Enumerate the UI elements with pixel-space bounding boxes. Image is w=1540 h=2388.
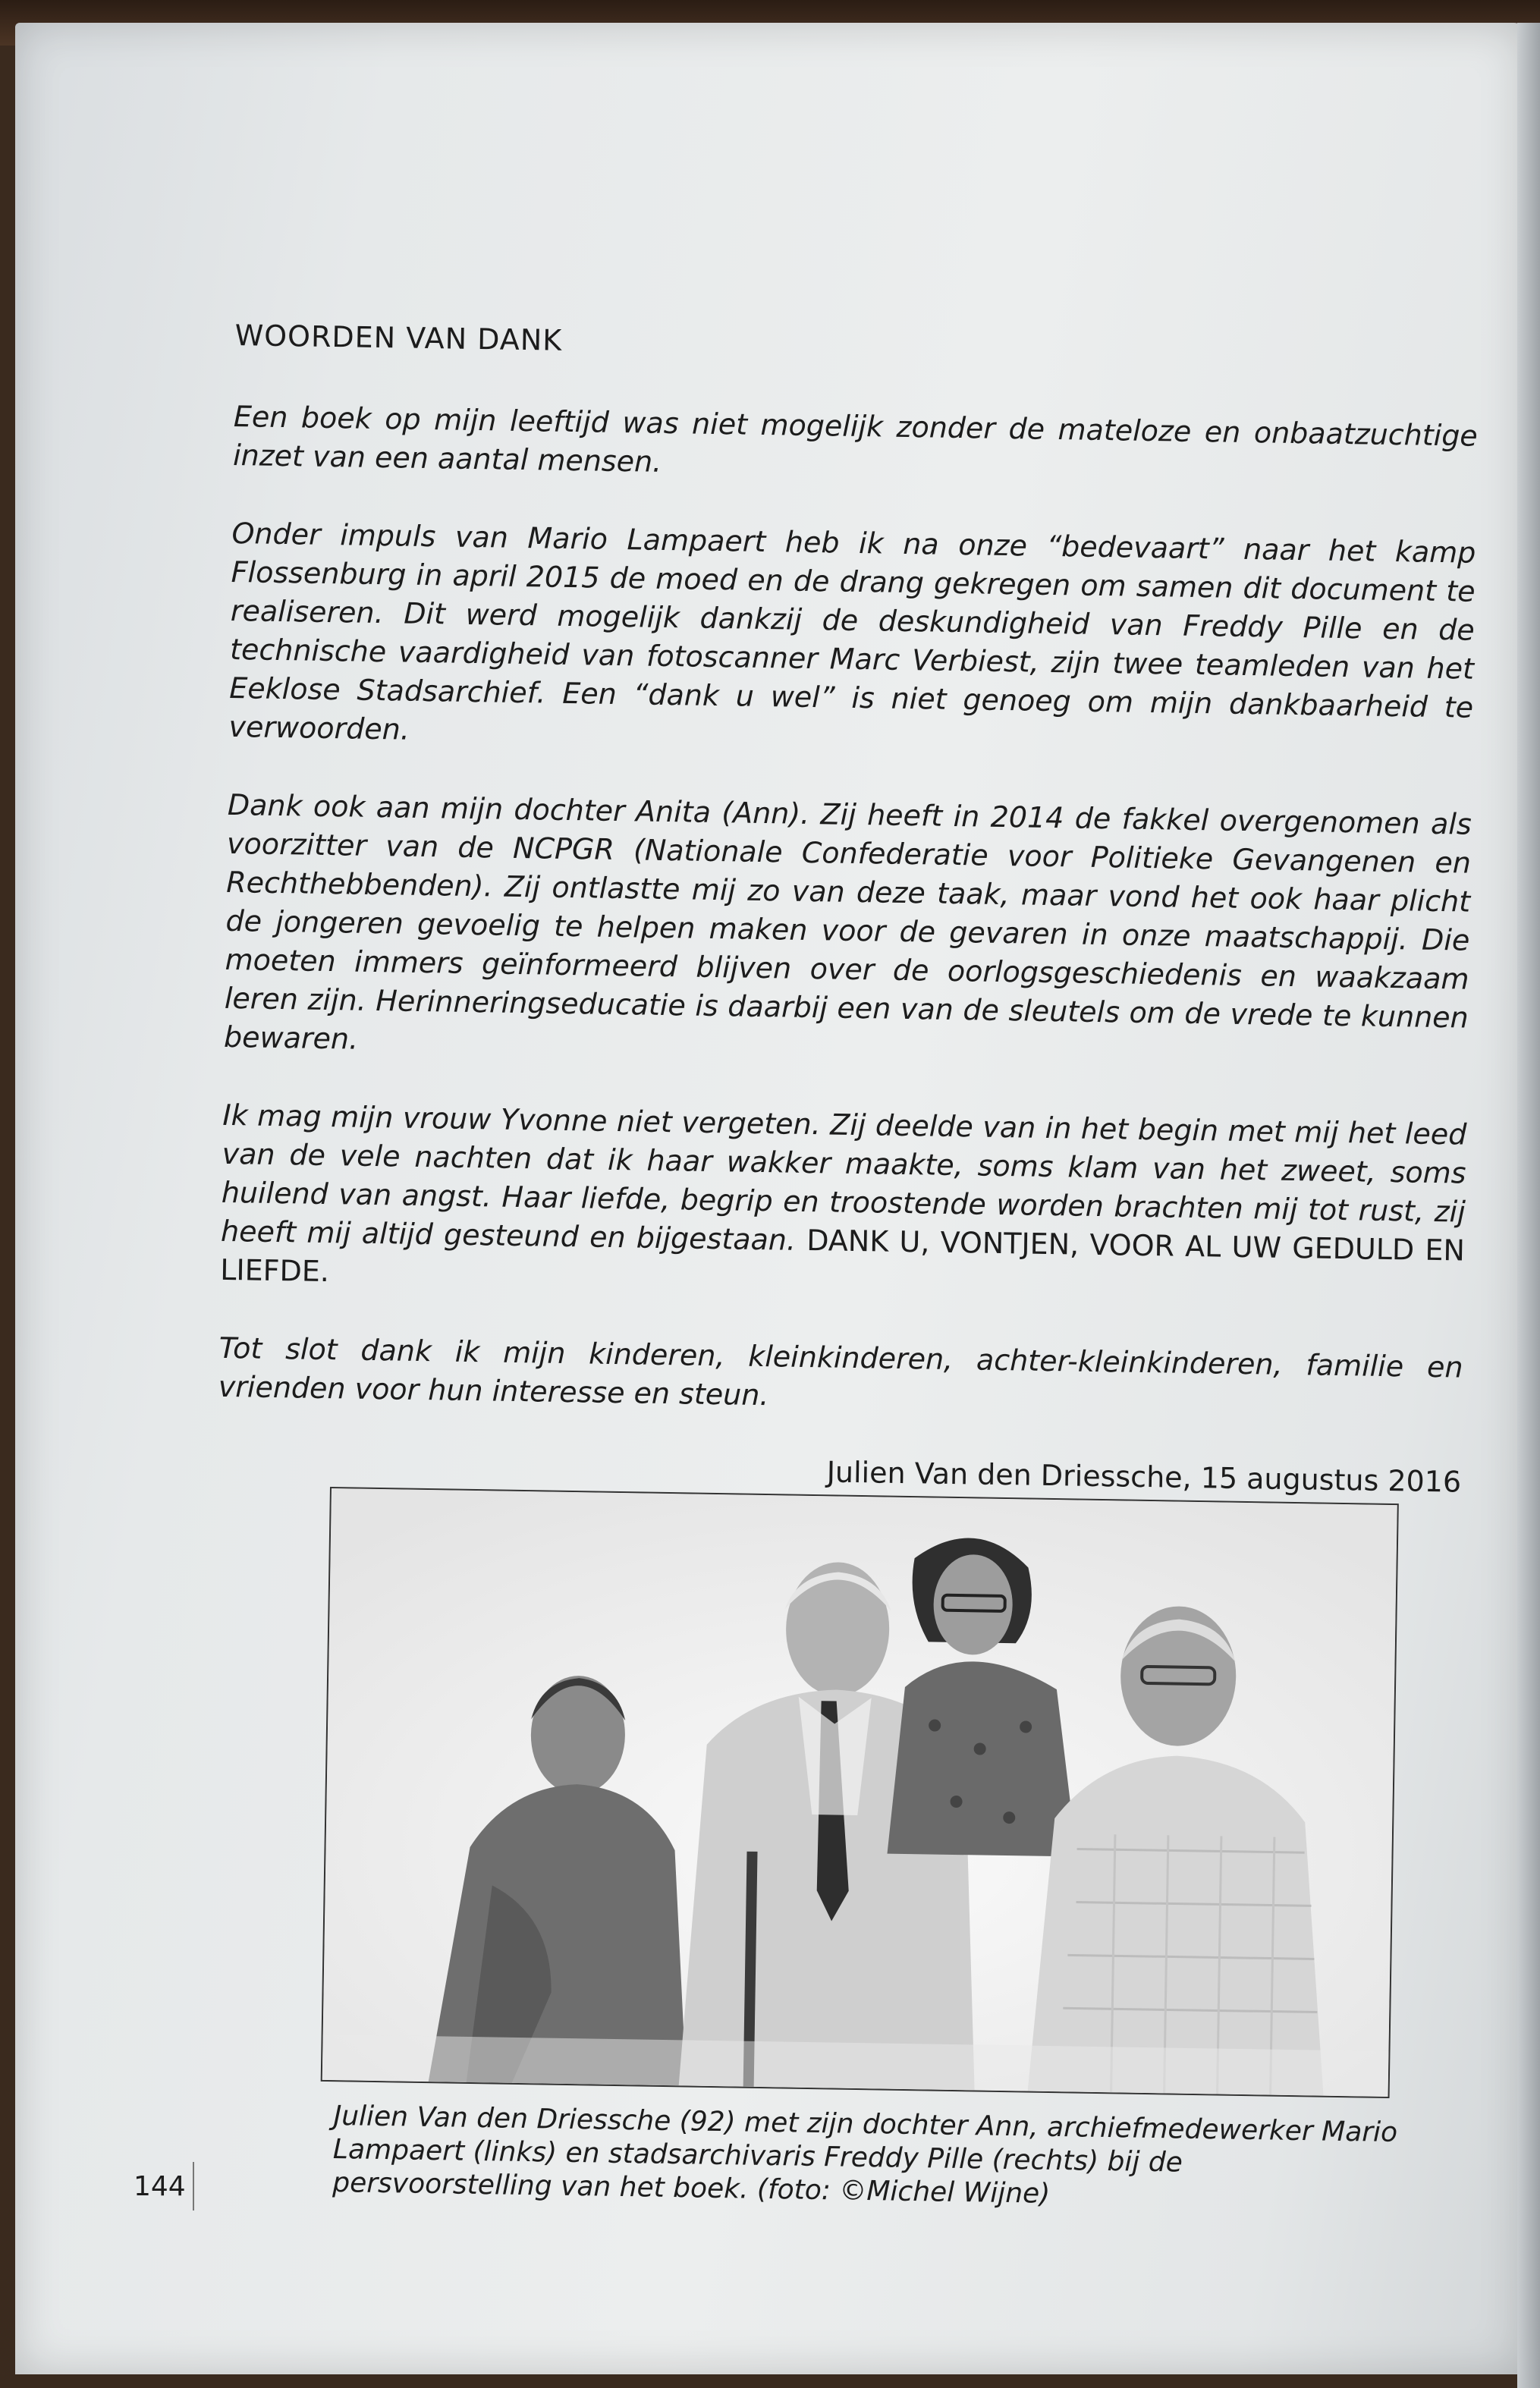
page-number-divider	[193, 2162, 194, 2210]
signature-line: Julien Van den Driessche, 15 augustus 2016	[826, 1455, 1462, 1499]
paragraph-5: Tot slot dank ik mijn kinderen, kleinkinderen, achter-kleinkinderen, familie en vrienden voor hun interesse en steun.	[218, 1331, 1463, 1412]
group-photo	[321, 1487, 1399, 2098]
paragraph-4	[220, 1096, 1467, 1309]
page-number: 144	[134, 2171, 186, 2202]
page-edge	[1517, 23, 1540, 2388]
page-heading: WOORDEN VAN DANK	[234, 319, 563, 357]
paragraph-4-text: Ik mag mijn vrouw Yvonne niet vergeten. Zij deelde van in het begin met mij het leed van de vele nachten dat ik haar wakker maakte, soms klam van het zweet, soms huilend van angst. Haar liefde, begrip en troostende worden brachten mij tot rust, zij heeft mij altijd gesteund en bijgestaan.	[220, 1098, 1467, 1257]
group-photo-image	[322, 1488, 1397, 2097]
photo-caption: Julien Van den Driessche (92) met zijn dochter Ann, archiefmedewerker Mario Lampaert (links) en stadsarchivaris Freddy Pille (rechts) bij de persvoorstelling van het boek. (foto: ©Michel Wijne)	[332, 2100, 1398, 2210]
paragraph-3: Dank ook aan mijn dochter Anita (Ann). Zij heeft in 2014 de fakkel overgenomen als voorzitter van de NCPGR (Nationale Confederatie voor Politieke Gevangenen en Rechthebbenden). Zij ontlastte mij zo van deze taak, maar vond het ook haar plicht de jongeren gevoelig te helpen maken voor de gevaren in onze maatschappij. Die moeten immers geïnformeerd blijven over de oorlogsgeschiedenis en waakzaam leren zijn. Herinneringseducatie is daarbij een van de sleutels om de vrede te kunnen bewaren.	[223, 787, 1472, 1056]
paragraph-4-caps: DANK U, VONTJEN, VOOR AL UW GEDULD EN LIEFDE.	[219, 1223, 1466, 1289]
paragraph-2: Onder impuls van Mario Lampaert heb ik na onze “bedevaart” naar het kamp Flossenburg in april 2015 de moed en de drang gekregen om samen dit document te realiseren. Dit werd mogelijk dankzij de deskundigheid van Freddy Pille en de technische vaardigheid van fotoscanner Marc Verbiest, zijn twee teamleden van het Eeklose Stadsarchief. Een “dank u wel” is niet genoeg om mijn dankbaarheid te verwoorden.	[228, 516, 1476, 746]
page-content	[216, 319, 1479, 1529]
paragraph-1: Een boek op mijn leeftijd was niet mogelijk zonder de mateloze en onbaatzuchtige inzet van een aantal mensen.	[232, 399, 1479, 479]
